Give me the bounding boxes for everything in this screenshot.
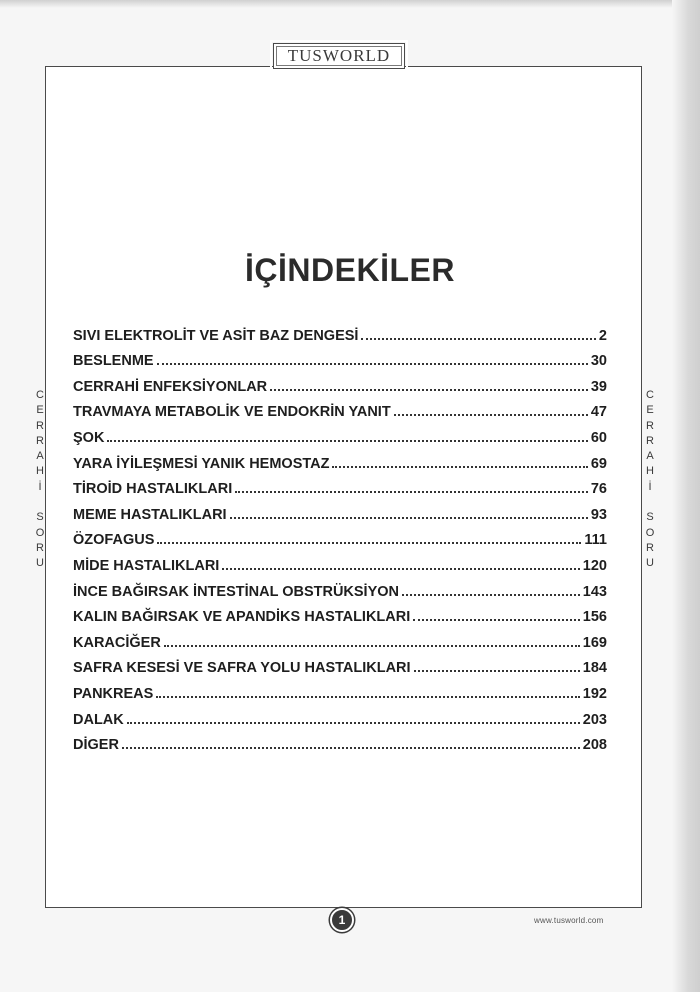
side-label-letter: U	[36, 557, 44, 570]
toc-dot-leader	[414, 670, 580, 672]
toc-entry-title: MEME HASTALIKLARI	[73, 506, 227, 523]
toc-entry-page: 208	[582, 737, 607, 754]
toc-entry-title: İNCE BAĞIRSAK İNTESTİNAL OBSTRÜKSİYON	[73, 583, 400, 600]
toc-dot-leader	[164, 645, 580, 647]
side-label-letter: O	[35, 526, 45, 539]
toc-dot-leader	[107, 440, 587, 442]
toc-entry	[73, 446, 607, 472]
side-label-letter: H	[646, 465, 654, 478]
toc-entry-title: KALIN BAĞIRSAK VE APANDİKS HASTALIKLARI	[73, 609, 411, 626]
side-label-letter: İ	[38, 480, 42, 493]
toc-entry-page: 184	[582, 660, 607, 677]
toc-dot-leader	[156, 696, 580, 698]
toc-entry	[73, 702, 607, 728]
toc-entry-page: 192	[582, 685, 607, 702]
toc-entry	[73, 472, 607, 498]
toc-entry-page: 76	[590, 481, 607, 498]
toc-entry	[73, 651, 607, 677]
side-label-letter: A	[646, 450, 654, 463]
toc-dot-leader	[157, 363, 588, 365]
side-label-letter: R	[36, 434, 44, 447]
toc-dot-leader	[222, 568, 579, 570]
toc-entry-title: SAFRA KESESİ VE SAFRA YOLU HASTALIKLARI	[73, 660, 411, 677]
scan-right-shadow	[672, 0, 700, 992]
toc-dot-leader	[127, 722, 580, 724]
toc-entry-page: 2	[598, 327, 607, 344]
toc-entry-title: DİGER	[73, 737, 119, 754]
toc-dot-leader	[230, 517, 588, 519]
toc-dot-leader	[394, 414, 588, 416]
toc-entry-page: 30	[590, 353, 607, 370]
side-label-left	[33, 388, 47, 572]
toc-dot-leader	[235, 491, 588, 493]
toc-dot-leader	[122, 747, 580, 749]
toc-entry	[73, 600, 607, 626]
side-label-letter: E	[646, 404, 654, 417]
side-label-letter: R	[36, 541, 44, 554]
toc-entry	[73, 676, 607, 702]
side-label-letter: A	[36, 450, 44, 463]
toc-dot-leader	[332, 466, 587, 468]
toc-entry-page: 143	[582, 583, 607, 600]
side-label-letter: C	[36, 389, 44, 401]
toc-entry	[73, 318, 607, 344]
toc-entry-page: 169	[582, 634, 607, 651]
scan-top-shadow	[0, 0, 700, 8]
toc-entry-title: MİDE HASTALIKLARI	[73, 557, 220, 574]
side-label-letter: İ	[648, 480, 652, 493]
logo-text: TUSWORLD	[287, 46, 391, 65]
toc-entry-title: YARA İYİLEŞMESİ YANIK HEMOSTAZ	[73, 455, 330, 472]
toc-entry	[73, 728, 607, 754]
side-label-letter: H	[36, 465, 44, 478]
toc-entry	[73, 523, 607, 549]
toc-entry-page: 111	[584, 532, 607, 549]
toc-entry	[73, 625, 607, 651]
toc-entry-page: 156	[582, 609, 607, 626]
side-label-letter: C	[646, 389, 654, 401]
toc-entry-title: CERRAHİ ENFEKSİYONLAR	[73, 378, 268, 395]
toc-entry-title: TİROİD HASTALIKLARI	[73, 481, 233, 498]
tusworld-logo	[273, 43, 405, 69]
toc-entry	[73, 574, 607, 600]
toc-dot-leader	[157, 542, 581, 544]
table-of-contents	[73, 318, 607, 753]
toc-entry-title: TRAVMAYA METABOLİK VE ENDOKRİN YANIT	[73, 404, 391, 421]
toc-entry-title: KARACİĞER	[73, 634, 161, 651]
side-label-letter: R	[646, 434, 654, 447]
toc-dot-leader	[361, 338, 595, 340]
side-label-letter: S	[646, 511, 654, 524]
toc-entry-title: ÖZOFAGUS	[73, 532, 155, 549]
toc-entry-page: 93	[590, 506, 607, 523]
toc-entry-page: 203	[582, 711, 607, 728]
page-title: İÇİNDEKİLER	[245, 252, 455, 288]
footer-url: www.tusworld.com	[534, 916, 604, 925]
toc-entry	[73, 548, 607, 574]
side-label-letter: S	[36, 511, 44, 524]
toc-entry	[73, 344, 607, 370]
toc-entry-page: 60	[590, 429, 607, 446]
side-label-letter: E	[36, 404, 44, 417]
side-label-letter: U	[646, 557, 654, 570]
toc-entry	[73, 497, 607, 523]
toc-dot-leader	[270, 389, 588, 391]
toc-dot-leader	[402, 594, 580, 596]
side-label-letter: O	[645, 526, 655, 539]
toc-dot-leader	[413, 619, 580, 621]
toc-entry-title: BESLENME	[73, 353, 154, 370]
side-label-letter: R	[36, 419, 44, 432]
toc-entry-page: 39	[590, 378, 607, 395]
toc-entry-title: PANKREAS	[73, 685, 154, 702]
toc-entry-page: 47	[590, 404, 607, 421]
toc-entry	[73, 369, 607, 395]
toc-entry-title: DALAK	[73, 711, 124, 728]
toc-entry-page: 120	[582, 557, 607, 574]
side-label-letter: R	[646, 541, 654, 554]
side-label-right	[643, 388, 657, 572]
toc-entry-title: ŞOK	[73, 429, 105, 446]
toc-entry-title: SIVI ELEKTROLİT VE ASİT BAZ DENGESİ	[73, 327, 359, 344]
side-label-letter: R	[646, 419, 654, 432]
toc-entry-page: 69	[590, 455, 607, 472]
page-number-badge: 1	[330, 908, 354, 932]
toc-entry	[73, 395, 607, 421]
toc-entry	[73, 420, 607, 446]
